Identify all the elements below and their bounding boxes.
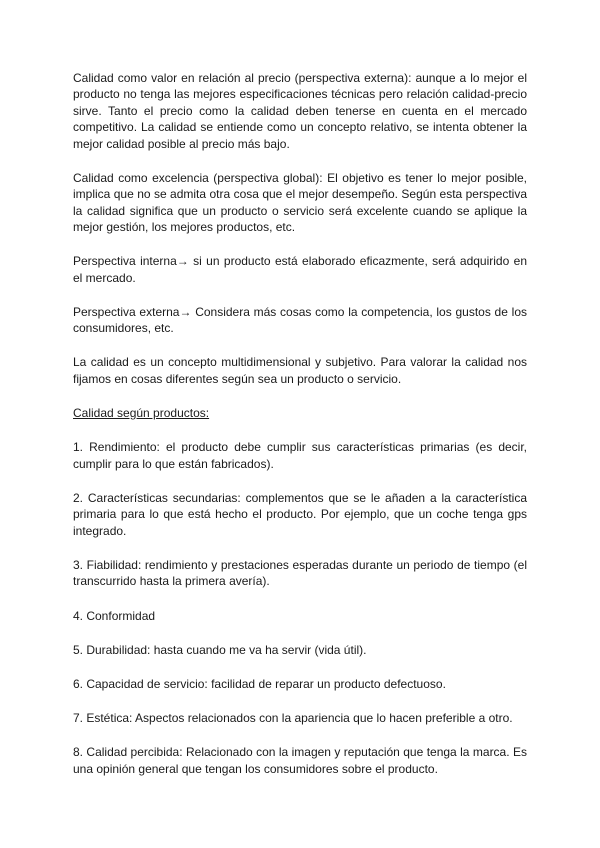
list-item-rendimiento: 1. Rendimiento: el producto debe cumplir sus características primarias (es decir, cumplir para lo que están fabricados). xyxy=(73,440,527,471)
paragraph-calidad-excelencia: Calidad como excelencia (perspectiva global): El objetivo es tener lo mejor posible, implica que no se admita otra cosa que el mejor desempeño. Según esta perspectiva la calidad significa que un producto o servicio será excelente cuando se aplique la mejor gestión, los mejores productos, etc. xyxy=(73,170,527,235)
list-item-estetica: 7. Estética: Aspectos relacionados con la apariencia que lo hacen preferible a otro. xyxy=(73,711,513,726)
document-page xyxy=(73,70,527,795)
list-item-calidad-percibida: 8. Calidad percibida: Relacionado con la imagen y reputación que tenga la marca. Es una opinión general que tengan los consumidores sobre el producto. xyxy=(73,745,527,776)
paragraph-calidad-valor: Calidad como valor en relación al precio (perspectiva externa): aunque a lo mejor el producto no tenga las mejores especificaciones técnicas pero relación calidad-precio sirve. Tanto el precio como la calidad deben tenerse en cuenta en el mercado competitivo. La calidad se entiende como un concepto relativo, se intenta obtener la mejor calidad posible al precio más bajo. xyxy=(73,71,527,151)
paragraph-perspectiva-interna: Perspectiva interna→ si un producto está elaborado eficazmente, será adquirido en el mercado. xyxy=(73,254,527,285)
list-item-durabilidad: 5. Durabilidad: hasta cuando me va ha servir (vida útil). xyxy=(73,642,367,657)
list-item-conformidad: 4. Conformidad xyxy=(73,608,156,623)
list-item-caracteristicas-secundarias: 2. Características secundarias: complementos que se le añaden a la característica primaria para lo que está hecho el producto. Por ejemplo, que un coche tenga gps integrado. xyxy=(73,490,527,538)
list-item-capacidad-servicio: 6. Capacidad de servicio: facilidad de reparar un producto defectuoso. xyxy=(73,676,446,691)
paragraph-concepto-multidimensional: La calidad es un concepto multidimensional y subjetivo. Para valorar la calidad nos fijamos en cosas diferentes según sea un producto o servicio. xyxy=(73,355,527,386)
list-item-fiabilidad: 3. Fiabilidad: rendimiento y prestaciones esperadas durante un periodo de tiempo (el transcurrido hasta la primera avería). xyxy=(73,557,527,589)
section-heading: Calidad según productos: xyxy=(73,406,210,421)
paragraph-perspectiva-externa: Perspectiva externa→ Considera más cosas como la competencia, los gustos de los consumidores, etc. xyxy=(73,304,527,336)
